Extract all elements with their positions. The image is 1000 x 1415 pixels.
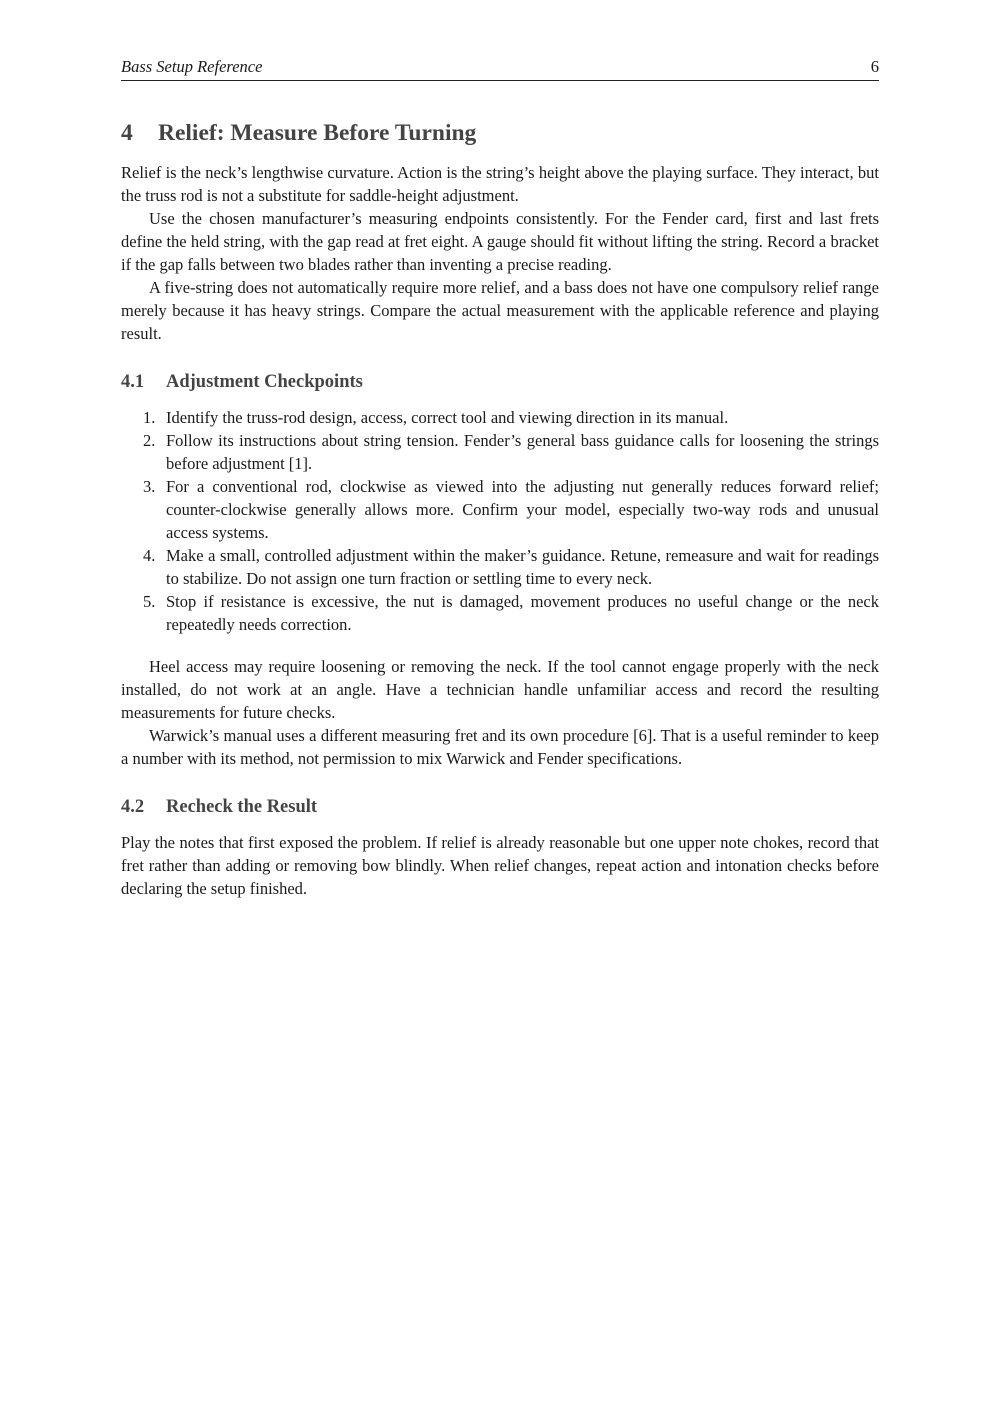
section-heading <box>121 118 879 148</box>
paragraph: Play the notes that first exposed the problem. If relief is already reasonable but one upper note chokes, record that fret rather than adding or removing bow blindly. When relief changes, repeat action and intonation checks before declaring the setup finished. <box>121 833 879 898</box>
running-header-title: Bass Setup Reference <box>121 57 263 76</box>
list-item-text: Follow its instructions about string tension. Fender’s general bass guidance calls for loosening the strings before adjustment [1]. <box>166 431 879 473</box>
document-page <box>121 56 879 900</box>
subsection-number: 4.1 <box>121 372 145 392</box>
paragraph: Warwick’s manual uses a different measuring fret and its own procedure [6]. That is a useful reminder to keep a number with its method, not permission to mix Warwick and Fender specifications. <box>121 726 879 768</box>
subsection-title: Adjustment Checkpoints <box>166 372 363 392</box>
list-item <box>121 544 879 590</box>
paragraph: Heel access may require loosening or removing the neck. If the tool cannot engage properly with the neck installed, do not work at an angle. Have a technician handle unfamiliar access and record the resulting measurements for future checks. <box>121 657 879 722</box>
list-item-text: For a conventional rod, clockwise as viewed into the adjusting nut generally reduces forward relief; counter-clockwise generally allows more. Confirm your model, especially two-way rods and unusual access systems. <box>166 477 879 542</box>
section-number: 4 <box>121 120 133 146</box>
list-marker: 5. <box>143 592 156 611</box>
list-item <box>121 406 879 429</box>
list-item-text: Stop if resistance is excessive, the nut is damaged, movement produces no useful change or the neck repeatedly needs correction. <box>166 592 879 634</box>
list-item <box>121 590 879 636</box>
list-marker: 4. <box>143 546 156 565</box>
section-title: Relief: Measure Before Turning <box>158 120 477 146</box>
list-marker: 3. <box>143 477 156 496</box>
checkpoint-list <box>121 406 879 636</box>
running-header <box>121 56 879 81</box>
subsection-number: 4.2 <box>121 797 145 817</box>
list-item-text: Make a small, controlled adjustment within the maker’s guidance. Retune, remeasure and wait for readings to stabilize. Do not assign one turn fraction or settling time to every neck. <box>166 546 879 588</box>
list-item-text: Identify the truss-rod design, access, correct tool and viewing direction in its manual. <box>166 408 729 427</box>
list-item <box>121 429 879 475</box>
paragraph: Relief is the neck’s lengthwise curvature. Action is the string’s height above the playing surface. They interact, but the truss rod is not a substitute for saddle-height adjustment. <box>121 163 879 205</box>
page-number: 6 <box>870 57 879 76</box>
list-item <box>121 475 879 544</box>
subsection-title: Recheck the Result <box>166 797 318 817</box>
list-marker: 2. <box>143 431 156 450</box>
subsection-heading-recheck-the-result <box>121 795 879 819</box>
paragraph: Use the chosen manufacturer’s measuring endpoints consistently. For the Fender card, first and last frets define the held string, with the gap read at fret eight. A gauge should fit without lifting the string. Record a bracket if the gap falls between two blades rather than inventing a precise reading. <box>121 209 879 274</box>
subsection-heading-adjustment-checkpoints <box>121 370 879 394</box>
list-marker: 1. <box>143 408 156 427</box>
paragraph: A five-string does not automatically require more relief, and a bass does not have one compulsory relief range merely because it has heavy strings. Compare the actual measurement with the applicable reference and playing result. <box>121 278 879 343</box>
